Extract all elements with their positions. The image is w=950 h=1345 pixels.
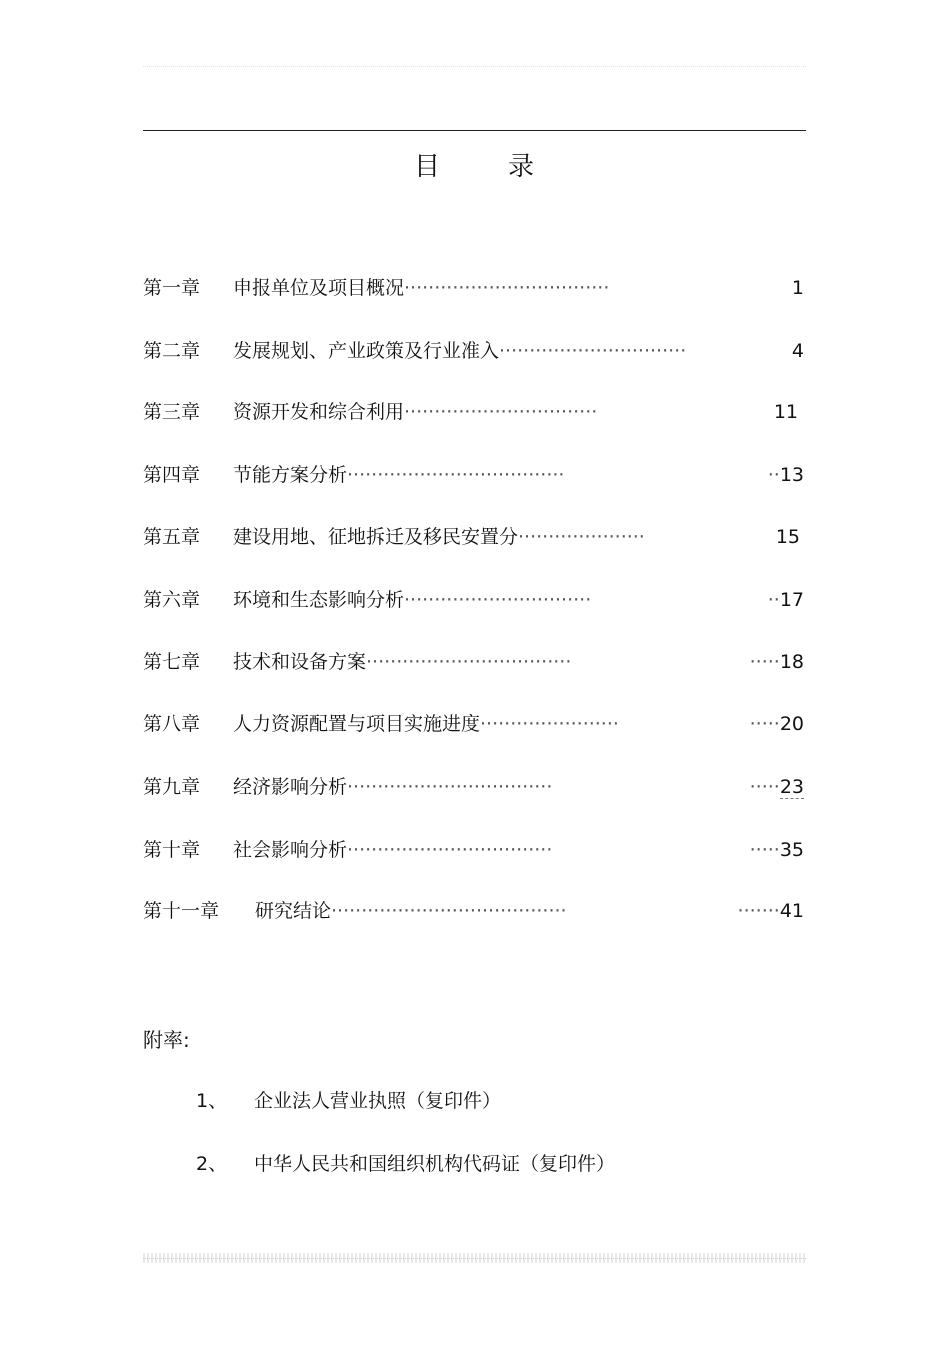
footer-dotted-line [143,1258,806,1259]
toc-name-wrap [233,835,552,865]
toc-leader: ······························· [404,589,592,611]
toc-page-lead: ····· [749,651,780,673]
toc-page-number: 1 [791,277,804,299]
toc-page [750,772,804,802]
toc-page-number: 4 [791,340,804,362]
toc-page-lead: ····· [749,713,780,735]
toc-page-number: 18 [779,651,804,673]
toc-name: 社会影响分析 [233,839,348,861]
toc-page [750,835,804,865]
toc-page [750,647,804,677]
toc-chapter: 第九章 [143,776,201,798]
toc-leader: ································ [404,401,598,423]
toc-name: 资源开发和综合利用 [233,401,405,423]
toc-name-wrap [233,647,571,677]
toc-leader: ····················· [518,526,645,548]
toc-name-wrap [255,896,567,926]
toc-page-lead: ·· [767,589,780,611]
toc-name-wrap [233,336,686,366]
toc-entry[interactable] [143,336,806,366]
toc-entry[interactable] [143,397,806,427]
toc-name: 环境和生态影响分析 [233,589,405,611]
toc-page-number: 13 [779,464,804,486]
page-title [0,146,950,183]
toc-page [774,397,798,427]
toc-chapter: 第八章 [143,713,201,735]
toc-chapter: 第五章 [143,526,201,548]
appendix-item-number: 1、 [196,1090,228,1112]
toc-chapter: 第二章 [143,340,201,362]
toc-entry[interactable] [143,647,806,677]
toc-name-wrap [233,522,645,552]
appendix-item-text: 企业法人营业执照（复印件） [254,1090,502,1112]
toc-page [750,709,804,739]
toc-name: 人力资源配置与项目实施进度 [233,713,481,735]
toc-page-number: 23 [779,776,804,798]
toc-leader: ···································· [347,464,565,486]
toc-chapter: 第三章 [143,401,201,423]
toc-page [792,336,804,366]
toc-chapter: 第一章 [143,277,201,299]
toc-chapter: 第十章 [143,839,201,861]
toc-name-wrap [233,460,564,490]
toc-page-number: 11 [773,401,798,423]
toc-page-lead: ·· [767,464,780,486]
toc-chapter: 第四章 [143,464,201,486]
toc-leader: ·································· [366,651,572,673]
toc-page-lead: ····· [749,839,780,861]
toc-name-wrap [233,273,609,303]
toc-page [776,522,800,552]
appendix-item-text: 中华人民共和国组织机构代码证（复印件） [254,1153,616,1175]
toc-page-lead: ······· [737,900,780,922]
toc-name: 发展规划、产业政策及行业准入 [233,340,500,362]
appendix-item-number: 2、 [196,1153,228,1175]
appendix-heading: 附率: [143,1028,190,1052]
toc-leader: ······················· [480,713,619,735]
toc-entry[interactable] [143,835,806,865]
toc-name: 节能方案分析 [233,464,348,486]
toc-name: 申报单位及项目概况 [233,277,405,299]
toc-chapter: 第六章 [143,589,201,611]
toc-name-wrap [233,772,552,802]
toc-name: 建设用地、征地拆迁及移民安置分 [233,526,519,548]
toc-entry[interactable] [143,772,806,802]
toc-entry[interactable] [143,709,806,739]
toc-page-number: 41 [779,900,804,922]
title-rule [143,130,806,131]
toc-page-lead: ····· [749,776,780,798]
toc-entry[interactable] [143,460,806,490]
toc-page [792,273,804,303]
header-dotted-line [143,66,806,67]
toc-name-wrap [233,585,591,615]
toc-name-wrap [233,397,597,427]
title-char-1: 目 [413,152,442,182]
toc-entry[interactable] [143,896,806,926]
toc-page [768,585,804,615]
toc-name-wrap [233,709,619,739]
toc-chapter: 第七章 [143,651,201,673]
toc-entry[interactable] [143,522,806,552]
toc-leader: ·································· [347,839,553,861]
toc-leader: ······························· [499,340,687,362]
toc-page-number: 15 [775,526,800,548]
toc-leader: ·································· [347,776,553,798]
toc-chapter: 第十一章 [143,900,220,922]
toc-name: 技术和设备方案 [233,651,367,673]
toc-name: 经济影响分析 [233,776,348,798]
toc-name: 研究结论 [255,900,332,922]
title-char-2: 录 [508,152,537,182]
toc-leader: ······································· [331,900,567,922]
toc-page-number: 17 [779,589,804,611]
toc-leader: ·································· [404,277,610,299]
toc-page [768,460,804,490]
toc-entry[interactable] [143,585,806,615]
toc-page [738,896,804,926]
toc-page-number: 20 [779,713,804,735]
toc-entry[interactable] [143,273,806,303]
toc-page-number: 35 [779,839,804,861]
